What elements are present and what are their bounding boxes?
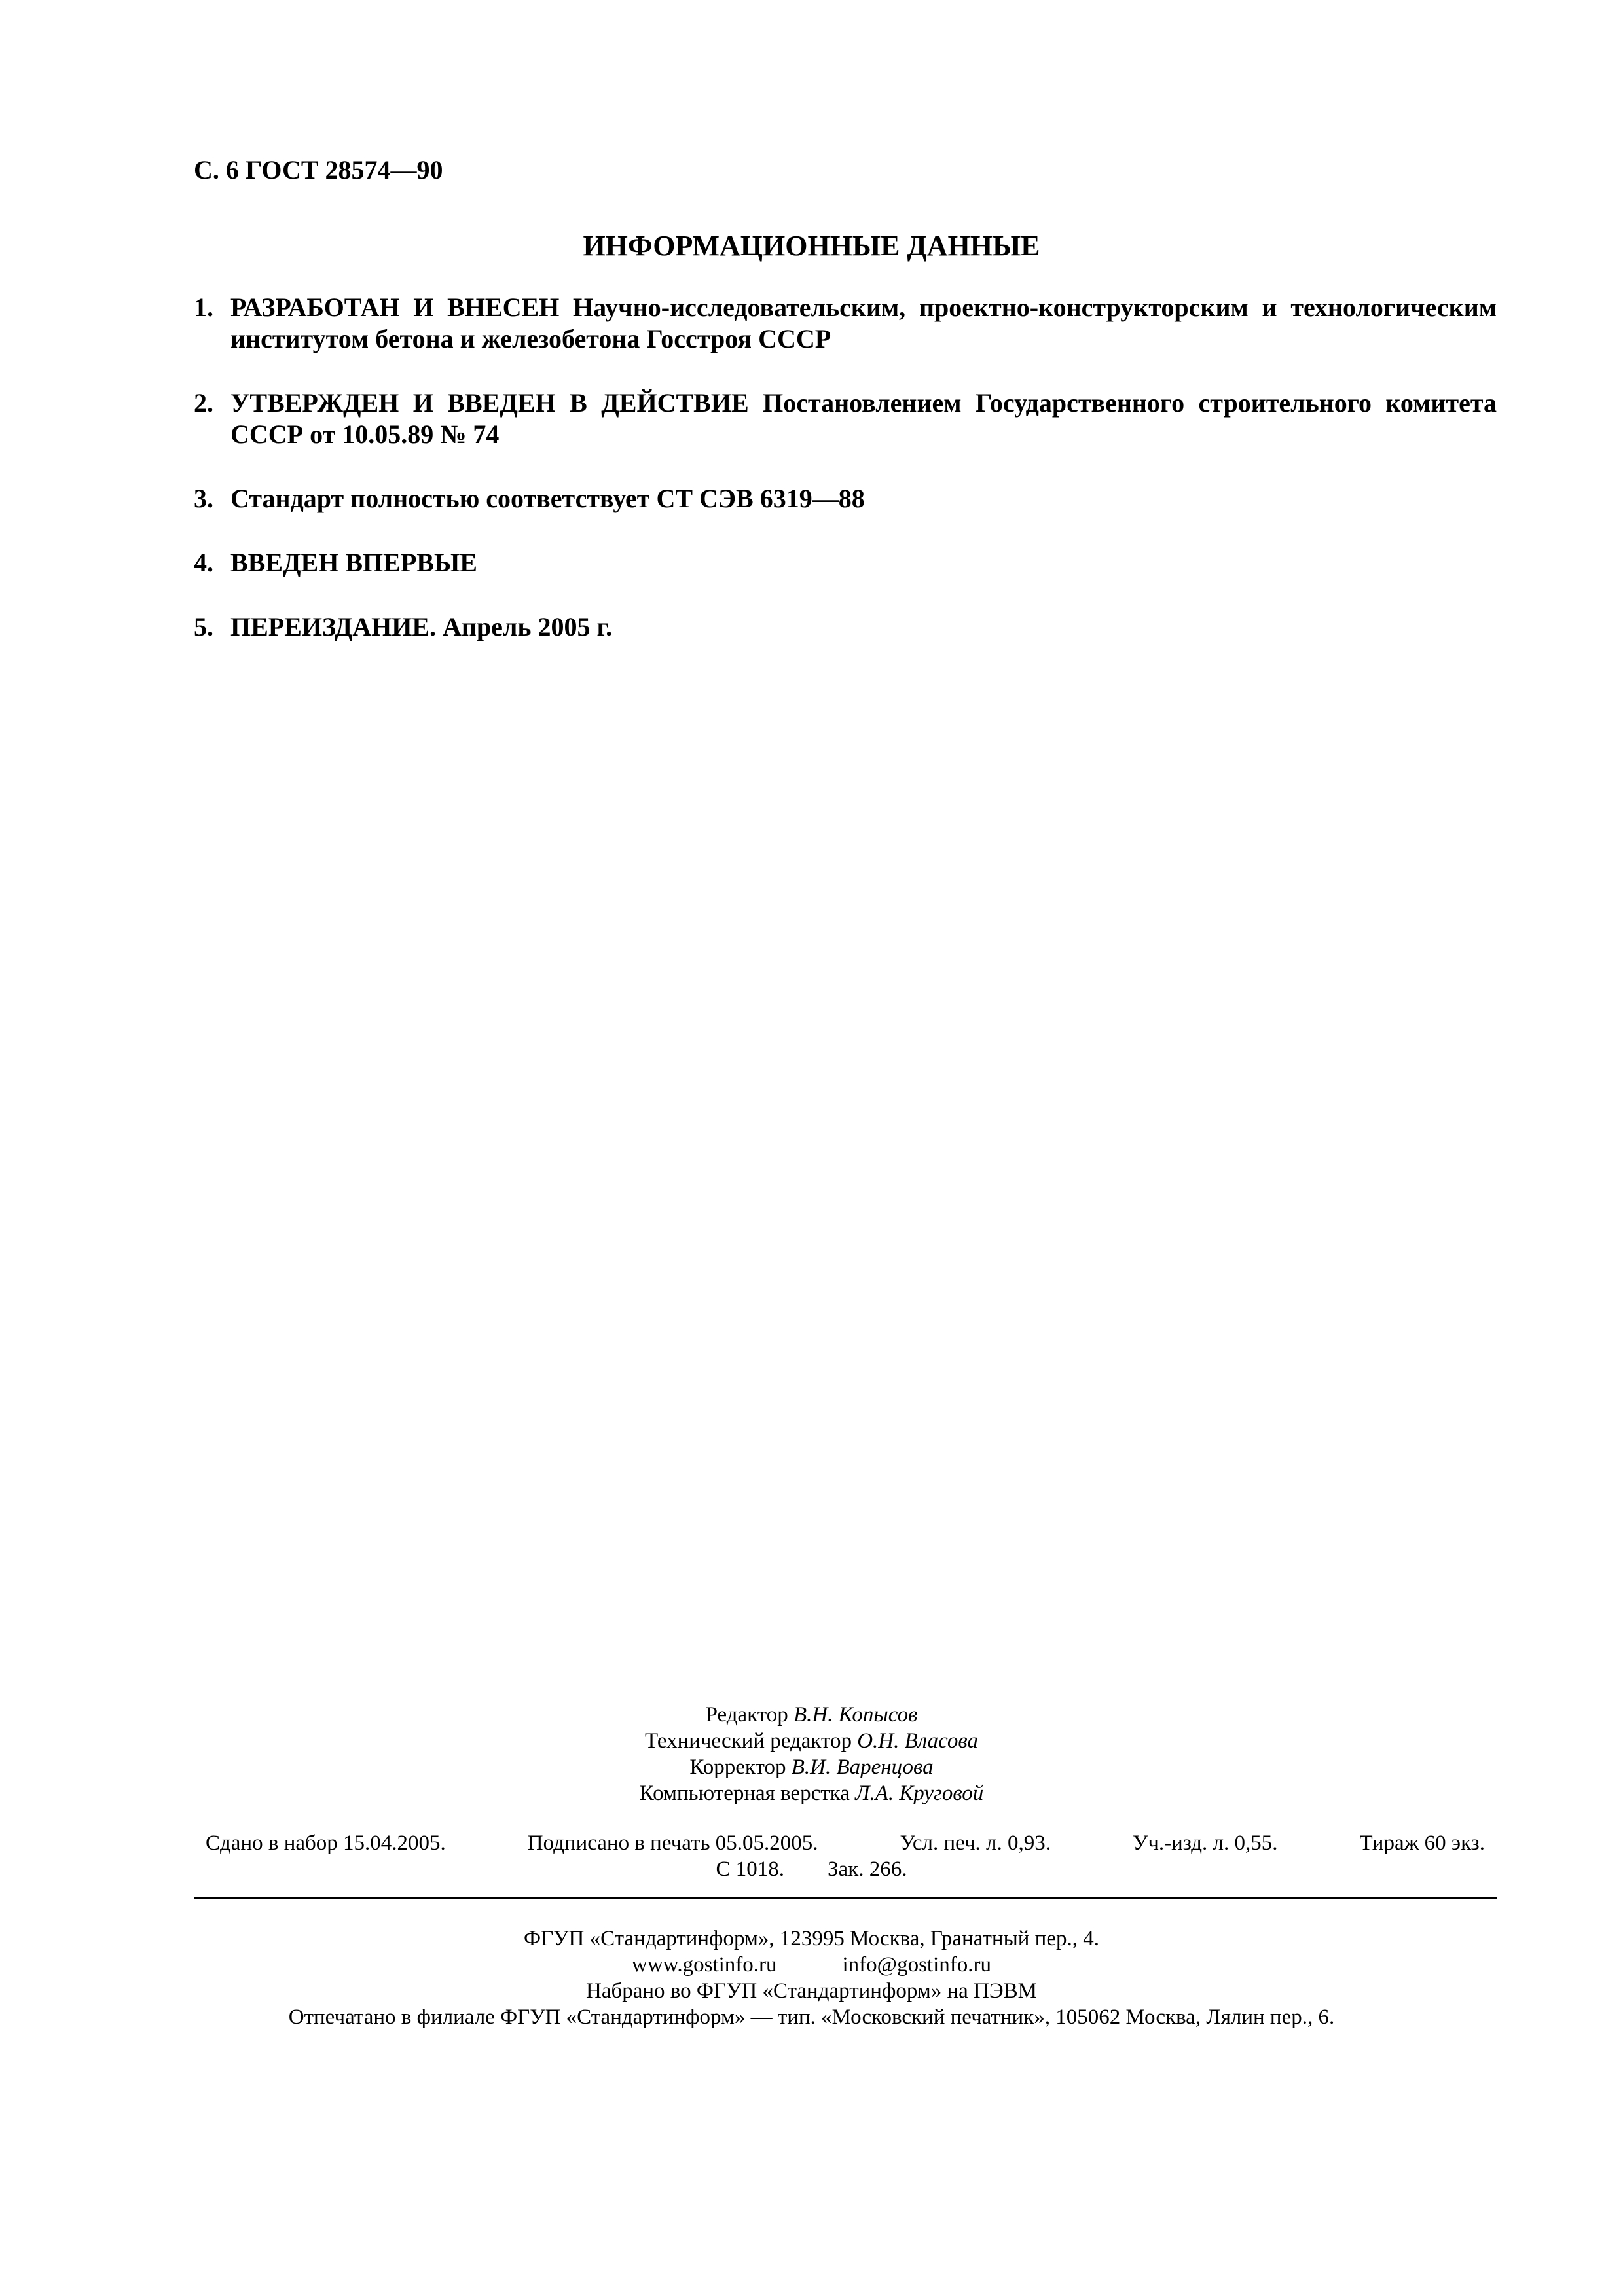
edit-sheets: Уч.-изд. л. 0,55. xyxy=(1132,1831,1278,1855)
divider xyxy=(194,1897,1497,1899)
print-sheets: Усл. печ. л. 0,93. xyxy=(900,1831,1051,1855)
document-title: ИНФОРМАЦИОННЫЕ ДАННЫЕ xyxy=(583,230,1040,262)
credit-line xyxy=(0,1754,1623,1780)
item-number: 1. xyxy=(194,293,213,322)
print-run: Тираж 60 экз. xyxy=(1359,1831,1485,1855)
item-text: Стандарт полностью соответствует СТ СЭВ 6319—88 xyxy=(230,484,865,513)
list-item xyxy=(194,483,1497,514)
item-text: РАЗРАБОТАН И ВНЕСЕН Научно-исследовательским, проектно-конструкторским и технологическим институтом бетона и железобетона Госстроя СССР xyxy=(230,293,1497,353)
item-text: ПЕРЕИЗДАНИЕ. Апрель 2005 г. xyxy=(230,612,613,641)
page-header: С. 6 ГОСТ 28574—90 xyxy=(194,155,443,185)
credit-role: Редактор xyxy=(705,1703,788,1727)
item-number: 3. xyxy=(194,484,213,513)
item-text: УТВЕРЖДЕН И ВВЕДЕН В ДЕЙСТВИЕ Постановлением Государственного строительного комитета СССР от 10.05.89 № 74 xyxy=(230,388,1497,449)
print-code: С 1018. xyxy=(716,1857,785,1881)
publisher-block xyxy=(0,1926,1623,2030)
order-number: Зак. 266. xyxy=(828,1857,907,1881)
credit-name: Л.А. Круговой xyxy=(855,1782,984,1805)
contact-row xyxy=(0,1952,1623,1978)
submitted-date: Сдано в набор 15.04.2005. xyxy=(206,1831,446,1855)
signed-date: Подписано в печать 05.05.2005. xyxy=(527,1831,818,1855)
credit-name: В.И. Варенцова xyxy=(791,1755,934,1779)
credit-name: В.Н. Копысов xyxy=(793,1703,918,1727)
list-item xyxy=(194,292,1497,355)
list-item xyxy=(194,611,1497,643)
item-number: 2. xyxy=(194,388,213,418)
printed-note: Отпечатано в филиале ФГУП «Стандартинформ» — тип. «Московский печатник», 105062 Москва, Лялин пер., 6. xyxy=(288,2005,1335,2029)
list-item xyxy=(194,387,1497,450)
typeset-note: Набрано во ФГУП «Стандартинформ» на ПЭВМ xyxy=(585,1979,1038,2003)
print-info-row xyxy=(206,1830,1485,1856)
print-info-row-2 xyxy=(0,1856,1623,1882)
item-text: ВВЕДЕН ВПЕРВЫЕ xyxy=(230,548,477,577)
list-item xyxy=(194,547,1497,579)
credit-line xyxy=(0,1702,1623,1728)
credit-role: Корректор xyxy=(689,1755,786,1779)
item-number: 5. xyxy=(194,612,213,641)
website-link[interactable]: www.gostinfo.ru xyxy=(632,1953,777,1977)
credit-line xyxy=(0,1780,1623,1806)
credit-role: Технический редактор xyxy=(644,1729,852,1753)
publisher-address: ФГУП «Стандартинформ», 123995 Москва, Гранатный пер., 4. xyxy=(524,1927,1099,1950)
credit-line xyxy=(0,1728,1623,1754)
information-list xyxy=(194,292,1497,675)
credits-block xyxy=(0,1702,1623,1806)
credit-role: Компьютерная верстка xyxy=(639,1782,850,1805)
item-number: 4. xyxy=(194,548,213,577)
credit-name: О.Н. Власова xyxy=(857,1729,979,1753)
email-link[interactable]: info@gostinfo.ru xyxy=(842,1953,991,1977)
